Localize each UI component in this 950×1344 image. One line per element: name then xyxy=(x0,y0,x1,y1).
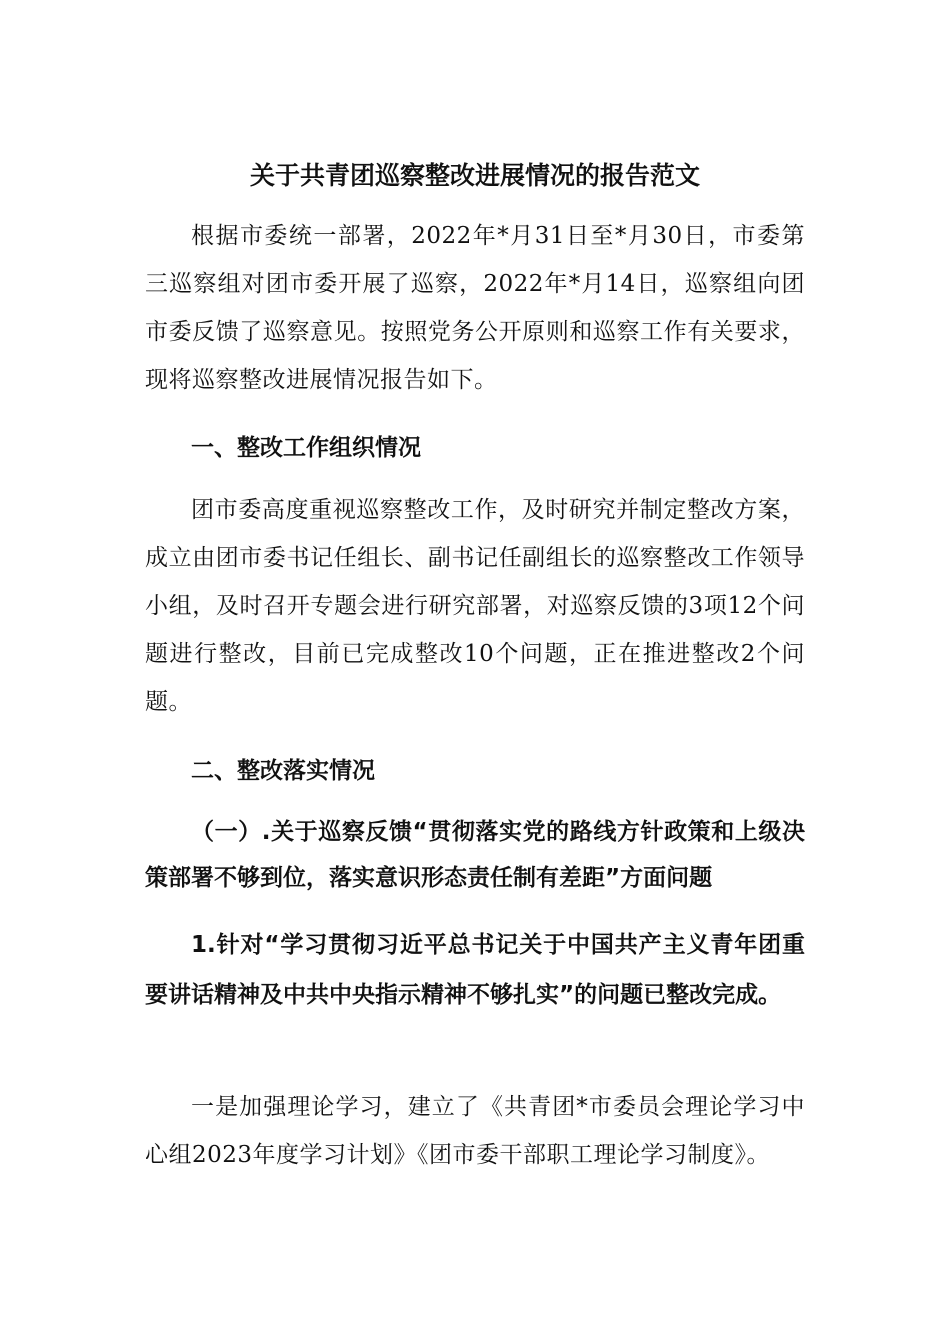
item-1-body: 一是加强理论学习，建立了《共青团*市委员会理论学习中心组2023年度学习计划》《团市委干部职工理论学习制度》。 xyxy=(145,1094,805,1168)
section-1-body: 团市委高度重视巡察整改工作，及时研究并制定整改方案，成立由团市委书记任组长、副书记任副组长的巡察整改工作领导小组，及时召开专题会进行研究部署，对巡察反馈的3项12个问题进行整改，目前已完成整改10个问题，正在推进整改2个问题。 xyxy=(145,497,805,715)
subsection-1-heading: （一）.关于巡察反馈“贯彻落实党的路线方针政策和上级决策部署不够到位，落实意识形态责任制有差距”方面问题 xyxy=(145,819,805,891)
document-title: 关于共青团巡察整改进展情况的报告范文 xyxy=(249,161,700,190)
section-1-heading: 一、整改工作组织情况 xyxy=(191,435,421,461)
item-1-heading: 1.针对“学习贯彻习近平总书记关于中国共产主义青年团重要讲话精神及中共中央指示精神不够扎实”的问题已整改完成。 xyxy=(145,932,805,1008)
intro-paragraph: 根据市委统一部署，2022年*月31日至*月30日，市委第三巡察组对团市委开展了巡察，2022年*月14日，巡察组向团市委反馈了巡察意见。按照党务公开原则和巡察工作有关要求，现将巡察整改进展情况报告如下。 xyxy=(145,223,805,393)
section-2-heading: 二、整改落实情况 xyxy=(191,758,375,784)
